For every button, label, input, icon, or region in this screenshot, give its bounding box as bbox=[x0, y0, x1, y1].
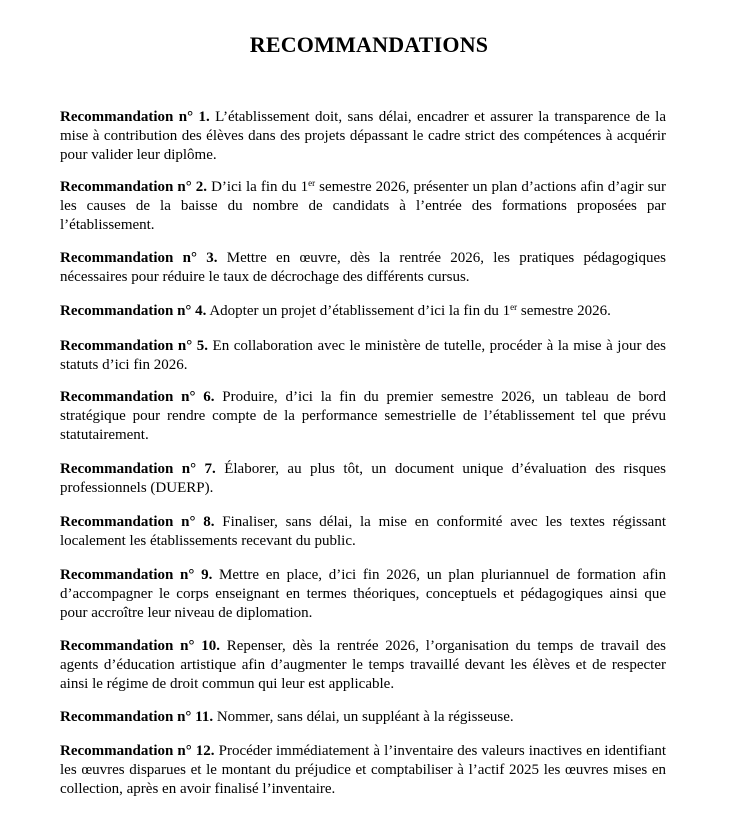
recommendation-5 bbox=[60, 337, 666, 375]
recommendation-text: semestre 2026. bbox=[517, 303, 611, 319]
recommendation-text: Adopter un projet d’établissement d’ici la fin du 1 bbox=[206, 303, 511, 319]
recommendation-text: L’établissement doit, sans délai, encadrer et assurer la transparence de la mise à contribution des élèves dans des projets dépassant le cadre strict des compétences à acquérir pour valider leur diplôme. bbox=[60, 109, 667, 163]
recommendation-text: Nommer, sans délai, un suppléant à la régisseuse. bbox=[213, 709, 514, 725]
recommendation-10 bbox=[60, 637, 666, 694]
ordinal-superscript: er bbox=[308, 178, 316, 188]
recommendation-label: Recommandation n° 5. bbox=[60, 338, 209, 354]
recommendation-label: Recommandation n° 7. bbox=[60, 461, 216, 477]
recommendation-label: Recommandation n° 9. bbox=[60, 567, 213, 583]
ordinal-superscript: er bbox=[510, 302, 518, 312]
recommendation-7 bbox=[60, 460, 666, 498]
recommendation-text: semestre 2026, présenter un plan d’actions afin d’agir sur les causes de la baisse du nombre de candidats à l’entrée des formations proposées par l’établissement. bbox=[60, 179, 667, 233]
recommendation-text: En collaboration avec le ministère de tutelle, procéder à la mise à jour des statuts d’ici fin 2026. bbox=[60, 338, 667, 373]
recommendation-label: Recommandation n° 12. bbox=[60, 743, 215, 759]
recommendation-12 bbox=[60, 742, 666, 799]
recommendation-label: Recommandation n° 1. bbox=[60, 109, 210, 125]
recommendation-text: Finaliser, sans délai, la mise en conformité avec les textes régissant localement les établissements recevant du public. bbox=[60, 514, 666, 549]
recommendation-8 bbox=[60, 513, 666, 551]
recommendation-2 bbox=[60, 178, 666, 235]
recommendation-label: Recommandation n° 8. bbox=[60, 514, 215, 530]
recommendation-6 bbox=[60, 388, 666, 445]
recommendation-text: Mettre en place, d’ici fin 2026, un plan pluriannuel de formation afin d’accompagner le corps enseignant en termes théoriques, conceptuels et pédagogiques ainsi que pour accroître leur niveau de diplomation. bbox=[60, 567, 667, 621]
recommendation-text: Produire, d’ici la fin du premier semestre 2026, un tableau de bord stratégique pour rendre compte de la performance semestrielle de l’établissement tel que prévu statutairement. bbox=[60, 389, 667, 443]
recommendation-1 bbox=[60, 108, 666, 165]
page-title: RECOMMANDATIONS bbox=[249, 32, 489, 57]
recommendation-text: Procéder immédiatement à l’inventaire des valeurs inactives en identifiant les œuvres disparues et le montant du préjudice et comptabiliser à l’actif 2025 les œuvres mises en collection, après en avoir finalisé l’inventaire. bbox=[60, 743, 666, 797]
recommendation-9 bbox=[60, 566, 666, 623]
recommendation-label: Recommandation n° 4. bbox=[60, 303, 207, 319]
recommendation-11 bbox=[60, 708, 666, 727]
recommendation-text: Élaborer, au plus tôt, un document unique d’évaluation des risques professionnels (DUERP). bbox=[60, 461, 666, 496]
recommendation-text: Repenser, dès la rentrée 2026, l’organisation du temps de travail des agents d’éducation artistique afin d’augmenter le temps travaillé devant les élèves et de respecter ainsi le régime de droit commun qui leur est applicable. bbox=[60, 638, 667, 692]
recommendation-label: Recommandation n° 11. bbox=[60, 709, 214, 725]
recommendation-4 bbox=[60, 302, 666, 321]
recommendation-text: D’ici la fin du 1 bbox=[207, 179, 309, 195]
recommendation-label: Recommandation n° 10. bbox=[60, 638, 220, 654]
recommendation-label: Recommandation n° 2. bbox=[60, 179, 208, 195]
recommendation-3 bbox=[60, 249, 666, 287]
recommendation-label: Recommandation n° 3. bbox=[60, 250, 218, 266]
recommendation-label: Recommandation n° 6. bbox=[60, 389, 215, 405]
recommendation-text: Mettre en œuvre, dès la rentrée 2026, les pratiques pédagogiques nécessaires pour réduire le taux de décrochage des différents cursus. bbox=[60, 250, 666, 285]
